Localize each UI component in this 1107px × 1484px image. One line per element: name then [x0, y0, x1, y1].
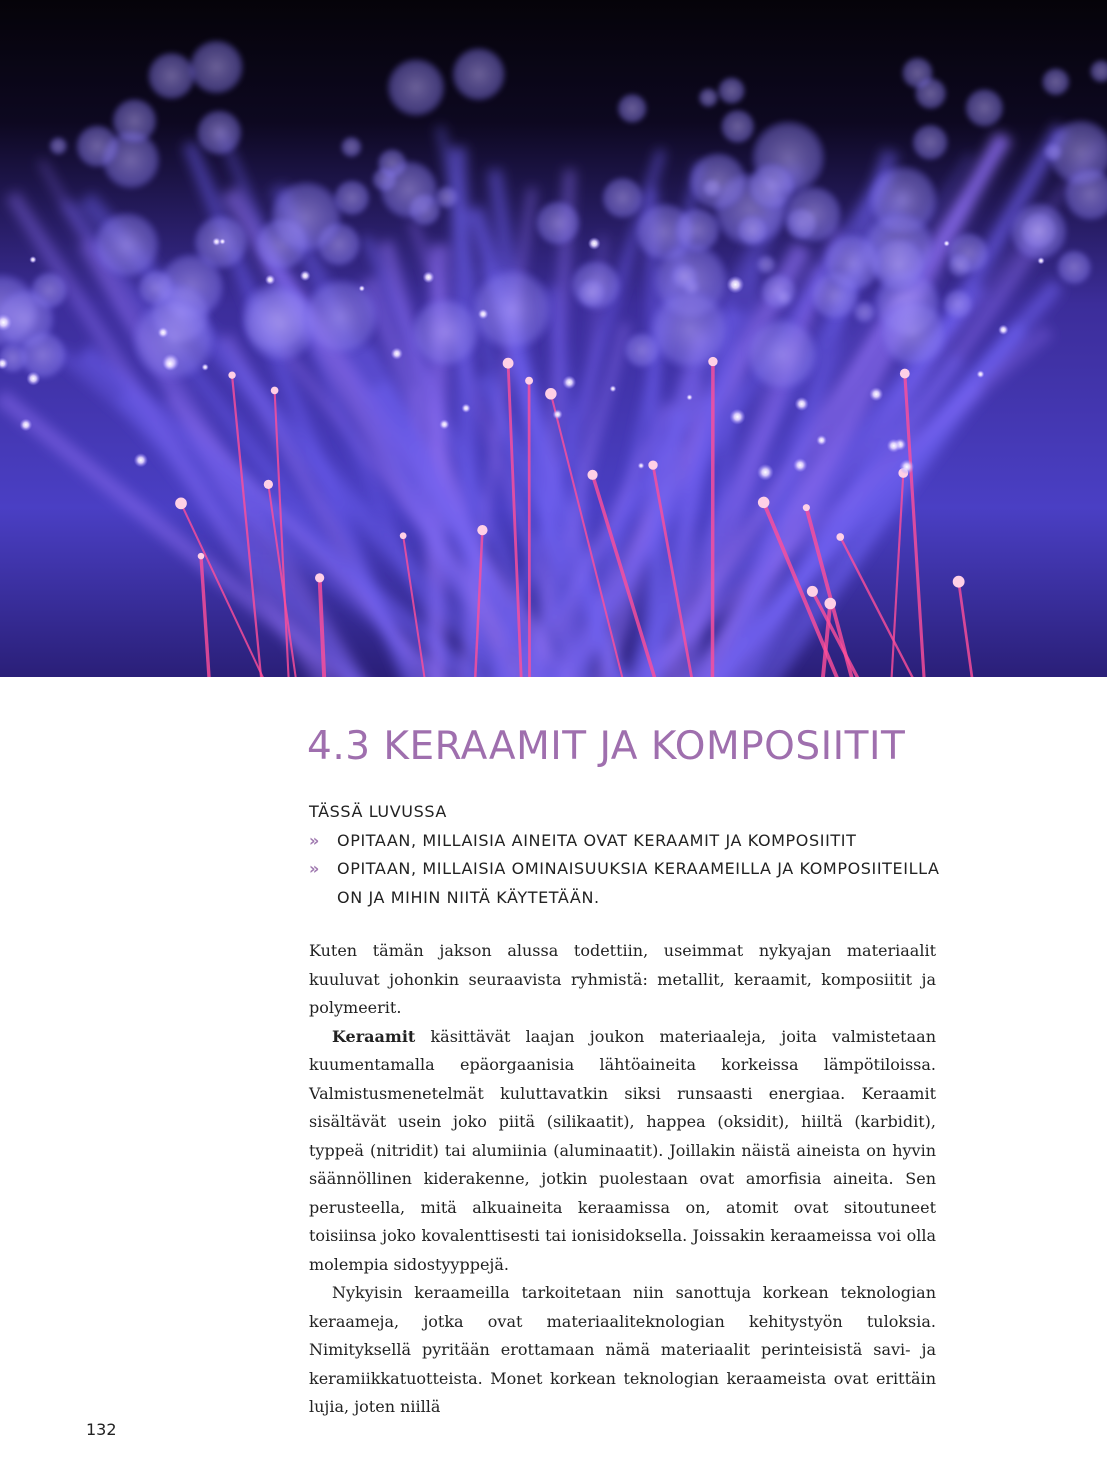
paragraph: Nykyisin keraameilla tarkoitetaan niin sanottuja korkean teknologian keraameja, jotka ovat materiaaliteknologian kehitystyön tuloksia. Nimityksellä pyritään erottamaan nämä materiaalit perinteisistä savi- ja keramiikkatuotteista. Monet korkean teknologian keraameista ovat erittäin lujia, joten niillä: [309, 1283, 936, 1416]
body-text: [309, 937, 936, 1422]
bullet-chevron-icon: »: [309, 830, 320, 850]
objectives-heading: TÄSSÄ LUVUSSA: [309, 802, 447, 821]
bullet-chevron-icon: »: [309, 859, 320, 878]
objective-item: [309, 855, 949, 912]
key-term: Keraamit: [332, 1026, 416, 1046]
paragraph: Kuten tämän jakson alussa todettiin, useimmat nykyajan materiaalit kuuluvat johonkin seuraavista ryhmistä: metallit, keraamit, komposiitit ja polymeerit.: [309, 941, 936, 1017]
chapter-title: 4.3 KERAAMIT JA KOMPOSIITIT: [307, 724, 906, 769]
learning-objectives: [309, 798, 949, 912]
objective-text: OPITAAN, MILLAISIA AINEITA OVAT KERAAMIT JA KOMPOSIITIT: [337, 830, 857, 850]
objective-item: [309, 827, 949, 856]
page-number: 132: [86, 1420, 117, 1439]
paragraph: [309, 1023, 936, 1280]
objective-text: OPITAAN, MILLAISIA OMINAISUUKSIA KERAAMEILLA JA KOMPOSIITEILLA ON JA MIHIN NIITÄ KÄYTETÄÄN.: [337, 859, 940, 907]
paragraph-text: käsittävät laajan joukon materiaaleja, joita valmistetaan kuumentamalla epäorgaanisia lähtöaineita korkeissa lämpötiloissa. Valmistusmenetelmät kuluttavatkin siksi runsaasti energiaa. Keraamit sisältävät usein joko piitä (silikaatit), happea (oksidit), hiiltä (karbidit), typpeä (nitridit) tai alumiinia (aluminaatit). Joillakin näistä aineista on hyvin säännöllinen kiderakenne, jotkin puolestaan ovat amorfisia aineita. Sen perusteella, mitä alkuaineita keraamissa on, atomit ovat sitoutuneet toisiinsa joko kovalenttisesti tai ionisidoksella. Joissakin keraameissa voi olla molempia sidostyyppejä.: [309, 1026, 936, 1274]
hero-image-fiber-optics: [0, 0, 1107, 677]
